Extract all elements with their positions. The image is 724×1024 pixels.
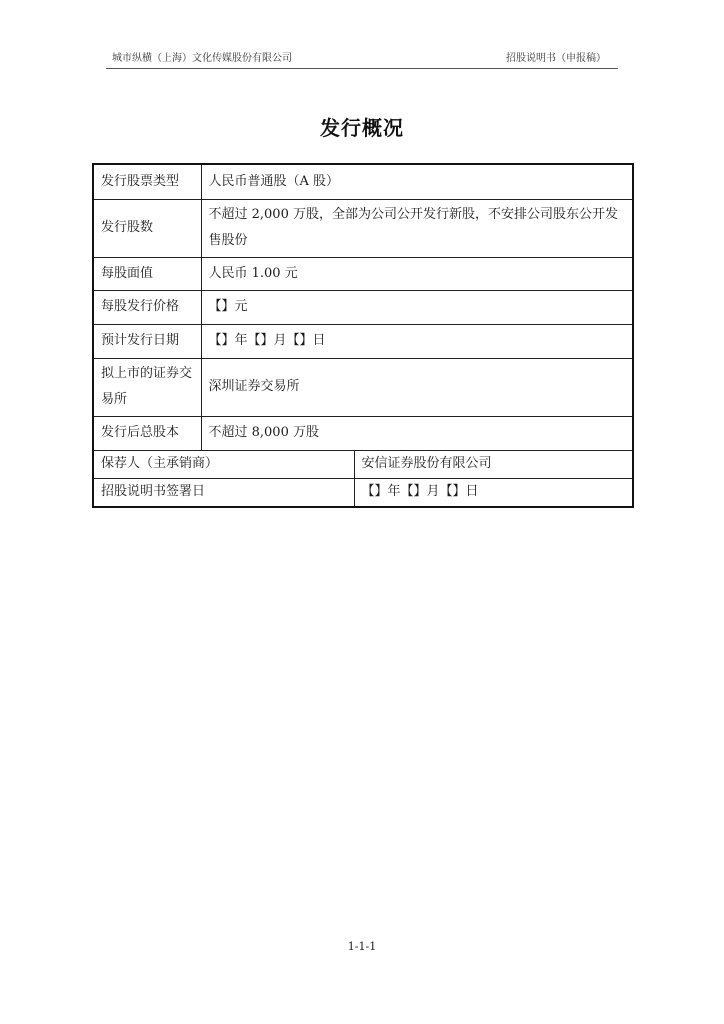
row-value-signing-date: 【】年【】月【】日 — [354, 478, 633, 507]
table-row — [93, 358, 633, 416]
table-row — [93, 290, 633, 324]
page-number: 1-1-1 — [347, 940, 377, 953]
row-label-sponsor: 保荐人（主承销商） — [93, 450, 354, 478]
row-label-exchange: 拟上市的证券交易所 — [93, 358, 201, 416]
row-label-issue-price: 每股发行价格 — [93, 290, 201, 324]
header-company-name: 城市纵横（上海）文化传媒股份有限公司 — [112, 53, 292, 64]
row-label-stock-type: 发行股票类型 — [93, 164, 201, 199]
row-value-issue-date: 【】年【】月【】日 — [201, 324, 633, 358]
row-value-share-count: 不超过 2,000 万股，全部为公司公开发行新股，不安排公司股东公开发售股份 — [201, 199, 633, 257]
table-row — [93, 450, 633, 478]
row-value-sponsor: 安信证券股份有限公司 — [354, 450, 633, 478]
row-value-issue-price: 【】元 — [201, 290, 633, 324]
row-value-stock-type: 人民币普通股（A 股） — [201, 164, 633, 199]
row-label-total-shares: 发行后总股本 — [93, 416, 201, 450]
row-label-par-value: 每股面值 — [93, 257, 201, 290]
header-document-type: 招股说明书（申报稿） — [506, 53, 606, 64]
row-label-share-count: 发行股数 — [93, 199, 201, 257]
row-label-issue-date: 预计发行日期 — [93, 324, 201, 358]
row-value-par-value: 人民币 1.00 元 — [201, 257, 633, 290]
page-header — [106, 50, 618, 69]
row-value-exchange: 深圳证券交易所 — [201, 358, 633, 416]
row-value-total-shares: 不超过 8,000 万股 — [201, 416, 633, 450]
table-row — [93, 164, 633, 199]
table-row — [93, 416, 633, 450]
table-row — [93, 324, 633, 358]
page-title: 发行概况 — [320, 116, 404, 140]
row-label-signing-date: 招股说明书签署日 — [93, 478, 354, 507]
table-row — [93, 478, 633, 507]
issuance-overview-table — [92, 163, 634, 508]
table-row — [93, 257, 633, 290]
table-row — [93, 199, 633, 257]
